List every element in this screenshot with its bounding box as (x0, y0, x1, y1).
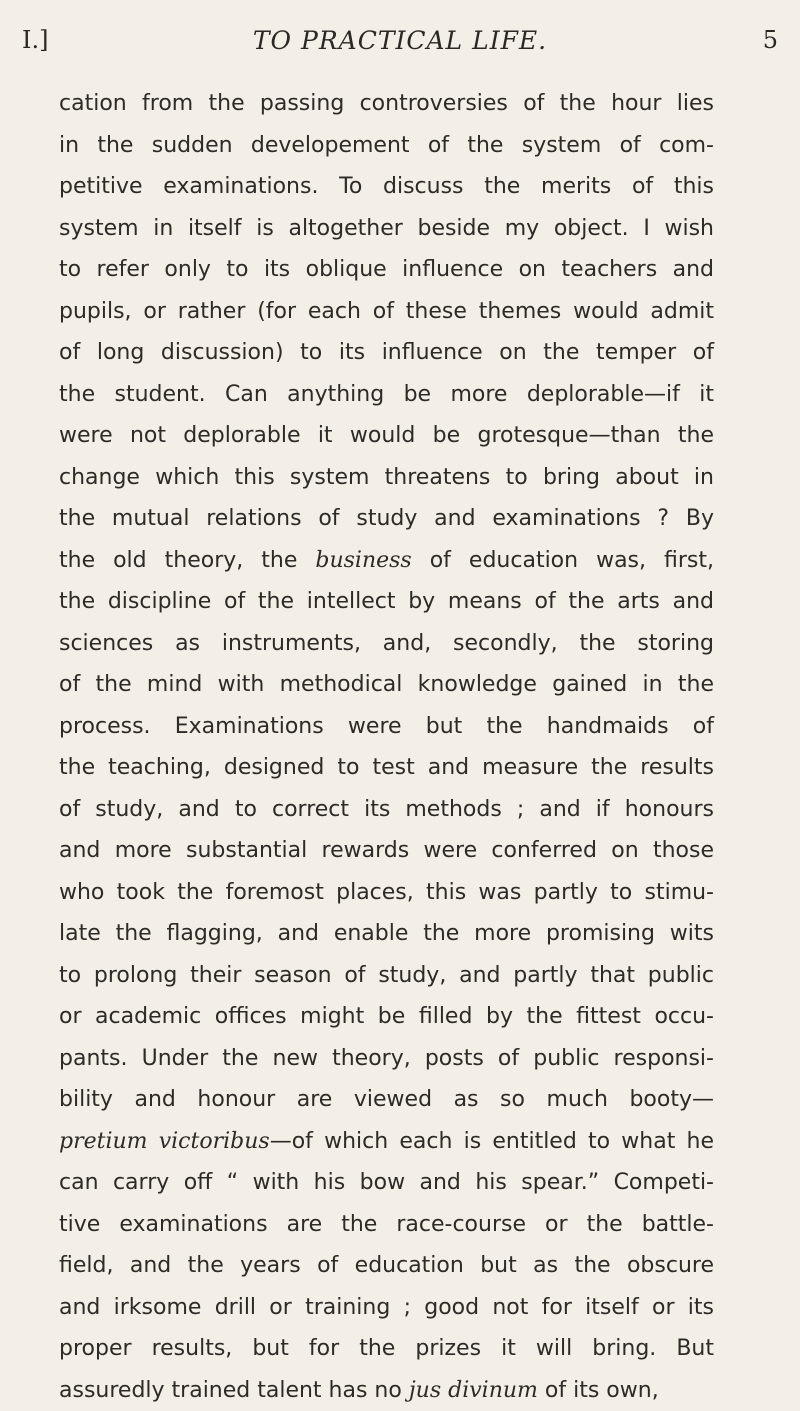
text-line: change which this system threatens to bring about in (59, 457, 714, 499)
text-line: pupils, or rather (for each of these themes would admit (59, 291, 714, 333)
text-line: the mutual relations of study and examinations ? By (59, 498, 714, 540)
text-line: of long discussion) to its influence on the temper of (59, 332, 714, 374)
running-head (22, 22, 778, 58)
text-line: petitive examinations. To discuss the merits of this (59, 166, 714, 208)
text-segment: of its own, (538, 1378, 659, 1403)
text-line: to refer only to its oblique influence on teachers and (59, 249, 714, 291)
text-line (59, 540, 714, 582)
italic-phrase: business (315, 548, 411, 573)
text-line: proper results, but for the prizes it will bring. But (59, 1328, 714, 1370)
italic-phrase: jus divinum (409, 1378, 538, 1403)
italic-phrase: pretium victoribus (59, 1129, 270, 1154)
text-line: system in itself is altogether beside my object. I wish (59, 208, 714, 250)
text-segment: assuredly trained talent has no (59, 1378, 409, 1403)
text-line: field, and the years of education but as the obscure (59, 1245, 714, 1287)
text-line: in the sudden developement of the system of com- (59, 125, 714, 167)
text-line: or academic offices might be filled by the fittest occu- (59, 996, 714, 1038)
text-line: to prolong their season of study, and partly that public (59, 955, 714, 997)
text-line: cation from the passing controversies of the hour lies (59, 83, 714, 125)
text-line: who took the foremost places, this was partly to stimu- (59, 872, 714, 914)
text-line: the teaching, designed to test and measure the results (59, 747, 714, 789)
text-segment: the old theory, the (59, 548, 315, 573)
chapter-number: I.] (22, 26, 48, 54)
text-line: of the mind with methodical knowledge gained in the (59, 664, 714, 706)
body-text (59, 83, 714, 1411)
text-segment: of education was, first, (412, 548, 714, 573)
text-line: and irksome drill or training ; good not for itself or its (59, 1287, 714, 1329)
text-line (59, 1370, 714, 1411)
text-line: the discipline of the intellect by means of the arts and (59, 581, 714, 623)
text-line: can carry off “ with his bow and his spear.” Competi- (59, 1162, 714, 1204)
text-line: process. Examinations were but the handmaids of (59, 706, 714, 748)
text-segment: —of which each is entitled to what he (270, 1129, 714, 1154)
text-line: the student. Can anything be more deplorable—if it (59, 374, 714, 416)
text-line: pants. Under the new theory, posts of public responsi- (59, 1038, 714, 1080)
text-line (59, 1121, 714, 1163)
text-line: late the flagging, and enable the more promising wits (59, 913, 714, 955)
text-line: of study, and to correct its methods ; and if honours (59, 789, 714, 831)
text-line: sciences as instruments, and, secondly, the storing (59, 623, 714, 665)
text-line: were not deplorable it would be grotesque—than the (59, 415, 714, 457)
text-line: tive examinations are the race-course or the battle- (59, 1204, 714, 1246)
page-number: 5 (763, 26, 778, 54)
text-line: and more substantial rewards were conferred on those (59, 830, 714, 872)
text-line: bility and honour are viewed as so much booty— (59, 1079, 714, 1121)
running-title: TO PRACTICAL LIFE. (22, 26, 778, 55)
